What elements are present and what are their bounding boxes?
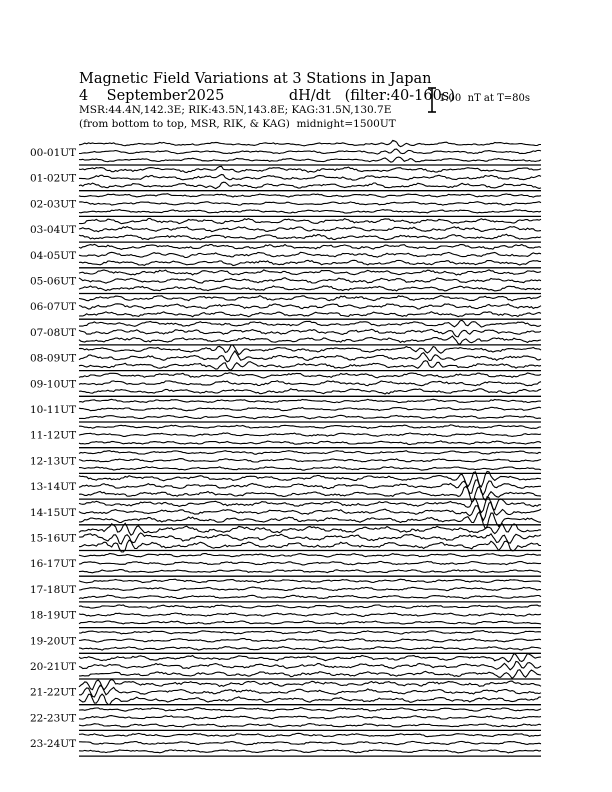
scale-bar-label: 1.00 nT at T=80s — [439, 93, 530, 104]
trace-msr — [79, 157, 541, 162]
trace-kag — [79, 166, 541, 172]
hour-row-23-24UT — [30, 733, 541, 756]
trace-kag — [79, 708, 541, 712]
trace-rik — [79, 175, 541, 181]
trace-rik — [79, 561, 541, 565]
trace-rik — [79, 202, 541, 206]
trace-msr — [79, 389, 541, 394]
hour-label: 14-15UT — [30, 506, 77, 519]
trace-kag — [79, 140, 541, 146]
trace-kag — [79, 679, 541, 689]
trace-kag — [79, 451, 541, 455]
hour-row-00-01UT — [30, 140, 541, 165]
trace-kag — [79, 605, 541, 608]
station-coordinates: MSR:44.4N,142.3E; RIK:43.5N,143.8E; KAG:31.5N,130.7E — [79, 104, 392, 116]
hour-label: 09-10UT — [30, 378, 77, 391]
trace-rik — [79, 252, 541, 257]
hour-row-02-03UT — [30, 194, 541, 217]
trace-kag — [79, 244, 541, 249]
hour-label: 15-16UT — [30, 532, 77, 545]
trace-msr — [79, 415, 541, 419]
hour-label: 22-23UT — [30, 712, 77, 725]
hour-row-20-21UT — [30, 653, 541, 679]
hour-label: 11-12UT — [30, 429, 77, 442]
hour-row-01-02UT — [30, 166, 541, 190]
trace-kag — [79, 194, 541, 198]
trace-msr — [79, 182, 541, 188]
trace-rik — [79, 329, 541, 337]
trace-rik — [79, 459, 541, 462]
station-order-note: (from bottom to top, MSR, RIK, & KAG) midnight=1500UT — [79, 118, 396, 130]
hour-row-13-14UT — [30, 472, 541, 503]
trace-rik — [79, 351, 541, 362]
trace-msr — [79, 361, 541, 370]
trace-rik — [79, 381, 541, 386]
hour-row-06-07UT — [30, 296, 541, 320]
trace-kag — [79, 399, 541, 402]
trace-kag — [79, 373, 541, 378]
trace-kag — [79, 554, 541, 557]
trace-rik — [79, 407, 541, 411]
trace-rik — [79, 716, 541, 720]
hour-label: 03-04UT — [30, 224, 77, 237]
hour-label: 12-13UT — [30, 455, 77, 468]
trace-rik — [79, 304, 541, 309]
trace-kag — [79, 653, 541, 662]
trace-msr — [79, 621, 541, 624]
trace-kag — [79, 345, 541, 355]
trace-msr — [79, 260, 541, 265]
trace-rik — [79, 433, 541, 437]
hour-label: 18-19UT — [30, 609, 77, 622]
hour-row-17-18UT — [30, 579, 541, 602]
hour-row-14-15UT — [30, 497, 541, 529]
trace-rik — [79, 741, 541, 744]
hour-label: 10-11UT — [30, 404, 77, 416]
trace-msr — [79, 670, 541, 679]
hour-label: 23-24UT — [30, 738, 77, 751]
hour-row-03-04UT — [30, 218, 541, 242]
trace-kag — [79, 270, 541, 275]
hour-row-07-08UT — [30, 320, 541, 345]
trace-msr — [79, 286, 541, 291]
trace-kag — [79, 631, 541, 634]
trace-kag — [79, 218, 541, 223]
hour-label: 06-07UT — [30, 301, 77, 314]
hour-row-08-09UT — [30, 345, 541, 371]
hour-label: 19-20UT — [30, 635, 77, 648]
hour-row-11-12UT — [30, 425, 541, 448]
trace-msr — [79, 595, 541, 599]
hour-label: 00-01UT — [30, 147, 77, 159]
hour-label: 21-22UT — [30, 686, 77, 699]
trace-msr — [79, 210, 541, 214]
hour-row-18-19UT — [30, 605, 541, 628]
hour-label: 20-21UT — [30, 661, 77, 673]
trace-msr — [79, 750, 541, 753]
trace-rik — [79, 533, 541, 544]
trace-msr — [79, 467, 541, 471]
trace-msr — [79, 234, 541, 239]
chart-title: Magnetic Field Variations at 3 Stations in Japan — [79, 71, 432, 87]
hourly-rows — [30, 140, 541, 756]
trace-kag — [79, 733, 541, 736]
hour-row-21-22UT — [30, 679, 541, 704]
trace-rik — [79, 639, 541, 642]
hour-label: 04-05UT — [30, 249, 77, 262]
trace-msr — [79, 441, 541, 445]
hour-row-10-11UT — [30, 399, 541, 422]
hour-row-22-23UT — [30, 708, 541, 731]
trace-msr — [79, 647, 541, 651]
trace-kag — [79, 296, 541, 301]
trace-rik — [79, 227, 541, 232]
hour-row-09-10UT — [30, 373, 541, 397]
scale-bar-icon — [428, 88, 436, 112]
trace-kag — [79, 320, 541, 327]
trace-msr — [79, 694, 541, 704]
trace-rik — [79, 613, 541, 617]
hour-label: 13-14UT — [30, 481, 77, 494]
date-and-filter-line: 4 September2025 dH/dt (filter:40-160s) — [79, 88, 455, 104]
trace-rik — [79, 587, 541, 591]
hour-label: 01-02UT — [30, 172, 77, 185]
trace-rik — [79, 149, 541, 154]
hour-label: 08-09UT — [30, 352, 77, 365]
trace-msr — [79, 336, 541, 344]
hour-label: 05-06UT — [30, 275, 77, 288]
hour-row-05-06UT — [30, 270, 541, 294]
hour-row-12-13UT — [30, 451, 541, 474]
trace-kag — [79, 579, 541, 583]
trace-msr — [79, 570, 541, 573]
hour-label: 02-03UT — [30, 198, 77, 211]
hour-row-16-17UT — [30, 554, 541, 577]
trace-msr — [79, 724, 541, 727]
hour-row-15-16UT — [30, 523, 541, 552]
trace-kag — [79, 425, 541, 429]
hour-row-19-20UT — [30, 631, 541, 654]
hour-row-04-05UT — [30, 244, 541, 267]
trace-rik — [79, 661, 541, 669]
trace-msr — [79, 312, 541, 317]
trace-rik — [79, 278, 541, 283]
trace-rik — [79, 685, 541, 697]
hour-label: 16-17UT — [30, 558, 77, 571]
trace-rik — [79, 480, 541, 495]
hour-label: 07-08UT — [30, 326, 77, 339]
hour-label: 17-18UT — [30, 583, 77, 596]
